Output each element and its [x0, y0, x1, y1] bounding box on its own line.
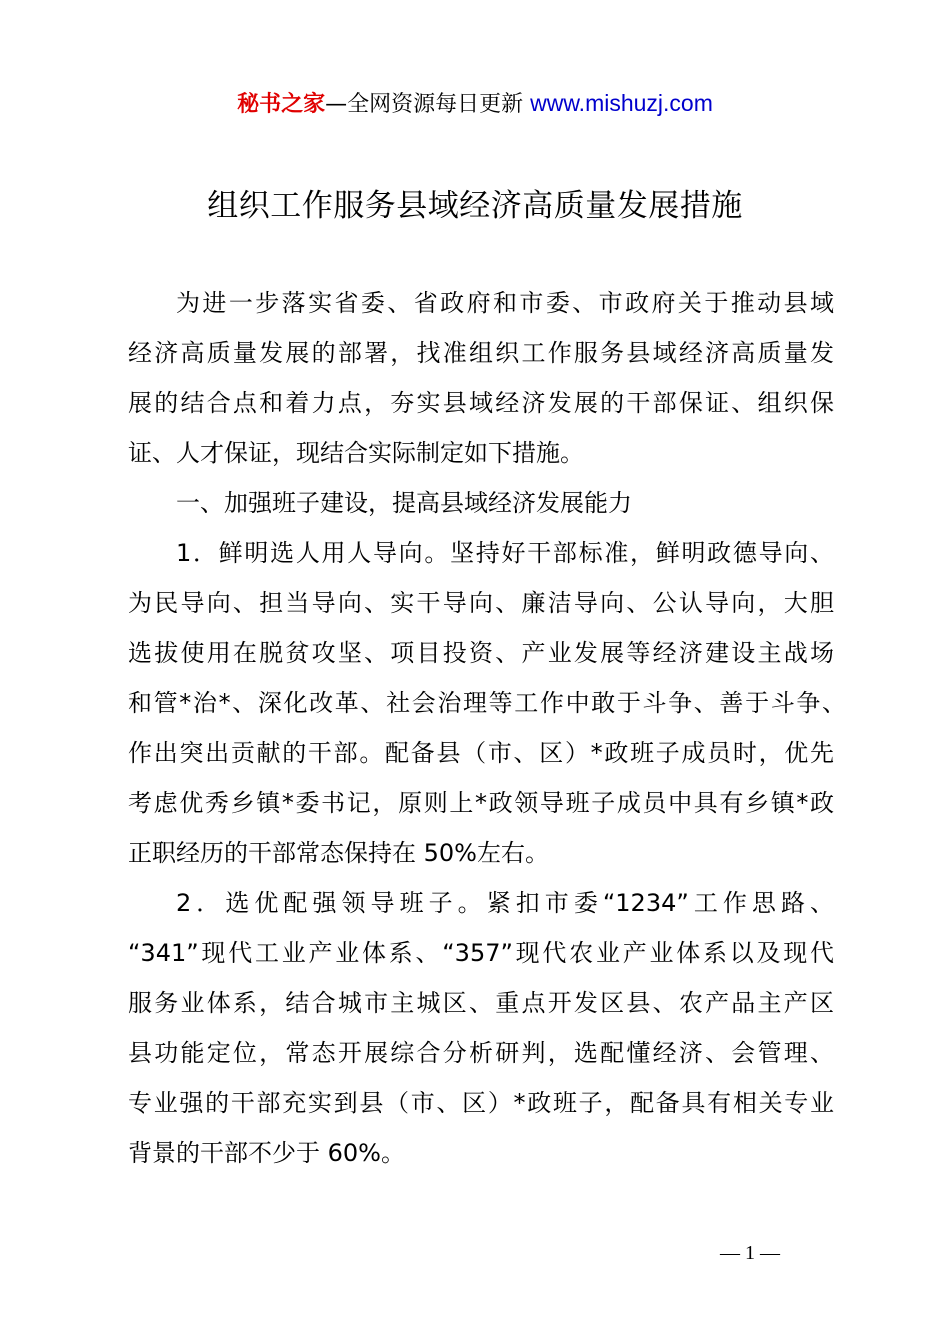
body-line: 背景的干部不少于 60%。: [128, 1139, 405, 1167]
body-line: 正职经历的干部常态保持在 50%左右。: [128, 839, 549, 867]
body-line: 为民导向、担当导向、实干导向、廉洁导向、公认导向，大胆: [128, 589, 834, 617]
body-line: 为进一步落实省委、省政府和市委、市政府关于推动县域: [176, 289, 834, 317]
body-line: 考虑优秀乡镇*委书记，原则上*政领导班子成员中具有乡镇*政: [128, 789, 834, 817]
body-line: 经济高质量发展的部署，找准组织工作服务县域经济高质量发: [128, 339, 834, 367]
body-line: 和管*治*、深化改革、社会治理等工作中敢于斗争、善于斗争、: [128, 689, 846, 717]
body-line: 2．选优配强领导班子。紧扣市委“1234”工作思路、: [176, 889, 834, 917]
section-heading: 一、加强班子建设，提高县域经济发展能力: [176, 489, 632, 517]
header-tagline: —全网资源每日更新: [325, 92, 531, 117]
body-line: 证、人才保证，现结合实际制定如下措施。: [128, 439, 584, 467]
document-body: [128, 278, 846, 1178]
document-title: 组织工作服务县域经济高质量发展措施: [207, 188, 743, 224]
brand-name: 秘书之家: [237, 92, 326, 117]
page-number: — 1 —: [720, 1242, 780, 1264]
body-line: 县功能定位，常态开展综合分析研判，选配懂经济、会管理、: [128, 1039, 834, 1067]
body-line: 展的结合点和着力点，夯实县域经济发展的干部保证、组织保: [128, 389, 834, 417]
body-line: 服务业体系，结合城市主城区、重点开发区县、农产品主产区: [128, 989, 834, 1017]
body-line: 专业强的干部充实到县（市、区）*政班子，配备具有相关专业: [128, 1089, 834, 1117]
body-line: “341”现代工业产业体系、“357”现代农业产业体系以及现代: [128, 939, 834, 967]
body-line: 选拔使用在脱贫攻坚、项目投资、产业发展等经济建设主战场: [128, 639, 834, 667]
body-line: 1．鲜明选人用人导向。坚持好干部标准，鲜明政德导向、: [176, 539, 834, 567]
body-line: 作出突出贡献的干部。配备县（市、区）*政班子成员时，优先: [128, 739, 834, 767]
site-url-link[interactable]: www.mishuzj.com: [530, 90, 713, 116]
site-header: [0, 86, 950, 122]
